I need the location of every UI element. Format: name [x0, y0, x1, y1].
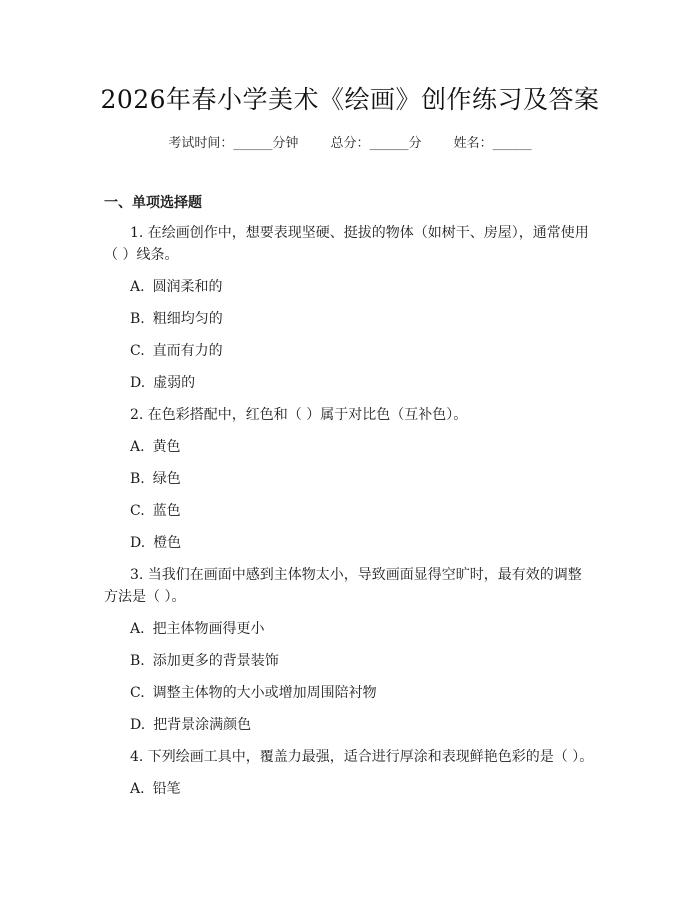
exam-time-field: 考试时间：______分钟 [168, 136, 299, 151]
option-item [104, 650, 594, 672]
option-letter: A. [130, 279, 145, 295]
option-item [104, 276, 594, 298]
question-list [104, 222, 594, 810]
option-text: 橙色 [153, 535, 182, 551]
option-letter: C. [130, 343, 145, 359]
option-item [104, 468, 594, 490]
option-item [104, 778, 594, 800]
option-letter: D. [130, 375, 146, 391]
option-text: 铅笔 [152, 781, 181, 797]
option-letter: A. [130, 621, 145, 637]
option-item [104, 436, 594, 458]
option-item [104, 372, 594, 394]
option-letter: B. [130, 653, 145, 669]
option-letter: C. [130, 685, 145, 701]
option-item [104, 500, 594, 522]
option-letter: A. [130, 439, 145, 455]
option-text: 绿色 [152, 471, 181, 487]
option-text: 直而有力的 [152, 343, 223, 359]
option-text: 圆润柔和的 [152, 279, 223, 295]
total-score-field: 总分：______分 [330, 136, 422, 151]
option-text: 黄色 [152, 439, 181, 455]
option-item [104, 340, 594, 362]
page-title: 2026年春小学美术《绘画》创作练习及答案 [100, 85, 600, 114]
option-item [104, 714, 594, 736]
question-text: 3. 当我们在画面中感到主体物太小，导致画面显得空旷时，最有效的调整方法是（ ）。 [104, 567, 582, 605]
option-item [104, 532, 594, 554]
option-letter: C. [130, 503, 145, 519]
option-text: 添加更多的背景装饰 [152, 653, 279, 669]
option-item [104, 618, 594, 640]
option-text: 调整主体物的大小或增加周围陪衬物 [152, 685, 377, 701]
question-text: 2. 在色彩搭配中，红色和（ ）属于对比色（互补色）。 [130, 407, 468, 423]
option-letter: B. [130, 311, 145, 327]
option-text: 把背景涂满颜色 [153, 717, 252, 733]
option-text: 把主体物画得更小 [152, 621, 265, 637]
option-item [104, 682, 594, 704]
option-text: 蓝色 [152, 503, 181, 519]
option-item [104, 308, 594, 330]
option-letter: A. [130, 781, 145, 797]
exam-info [0, 132, 700, 151]
option-text: 粗细均匀的 [152, 311, 223, 327]
question-text: 4. 下列绘画工具中，覆盖力最强，适合进行厚涂和表现鲜艳色彩的是（ ）。 [130, 749, 594, 765]
option-letter: B. [130, 471, 145, 487]
option-letter: D. [130, 717, 146, 733]
question-text: 1. 在绘画创作中，想要表现坚硬、挺拔的物体（如树干、房屋），通常使用（ ）线条。 [104, 225, 589, 263]
option-text: 虚弱的 [153, 375, 196, 391]
student-name-field: 姓名：______ [453, 136, 532, 151]
option-letter: D. [130, 535, 146, 551]
section-heading: 一、单项选择题 [104, 195, 202, 211]
